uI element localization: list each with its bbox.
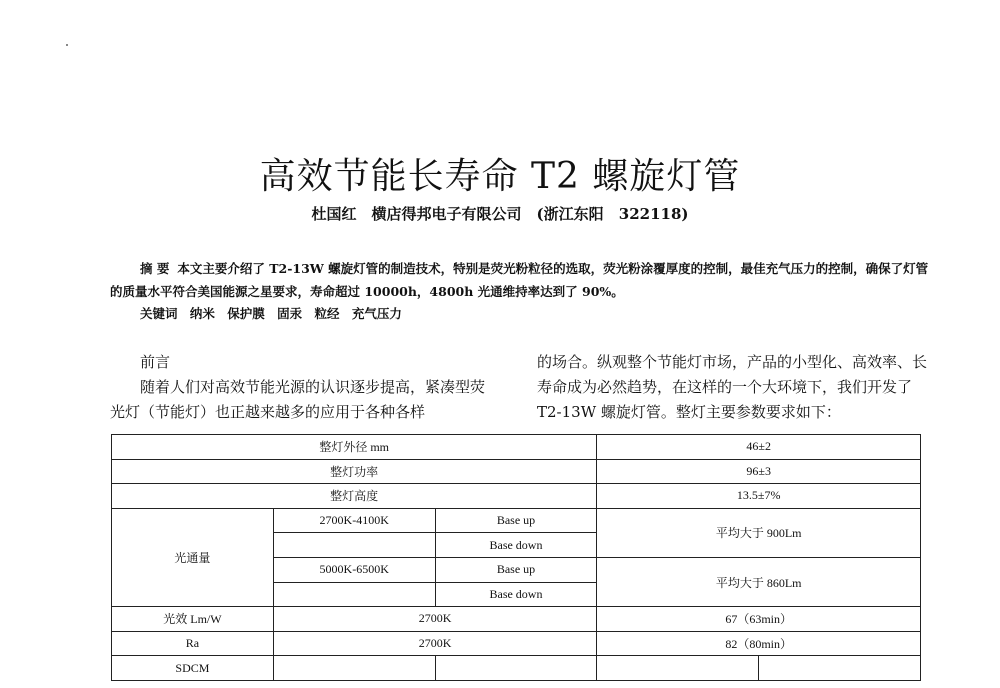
body-column-left — [110, 350, 495, 425]
page-title: 高效节能长寿命 T2 螺旋灯管 — [259, 156, 741, 197]
body-paragraph: 的场合。纵观整个节能灯市场，产品的小型化、高效率、长寿命成为必然趋势，在这样的一个大环境下，我们开发了 T2-13W 螺旋灯管。整灯主要参数要求如下： — [537, 353, 928, 421]
table-cell: Base down — [435, 582, 597, 607]
table-cell: 67（63min） — [597, 607, 921, 632]
body-column-right — [537, 350, 927, 425]
table-cell — [273, 533, 435, 558]
keyword: 粒经 — [314, 306, 340, 321]
table-cell: Base up — [435, 557, 597, 582]
table-cell: 2700K-4100K — [273, 508, 435, 533]
parameter-table — [111, 434, 921, 681]
table-cell: 整灯功率 — [112, 459, 597, 484]
keywords — [140, 304, 410, 322]
table-cell: 整灯外径 mm — [112, 435, 597, 460]
table-cell: 光通量 — [112, 508, 274, 606]
body-paragraph: 随着人们对高效节能光源的认识逐步提高，紧凑型荧光灯（节能灯）也正越来越多的应用于各种各样 — [110, 378, 486, 421]
table-row — [112, 607, 921, 632]
table-cell: SDCM — [112, 656, 274, 681]
table-row — [112, 484, 921, 509]
table-row — [112, 656, 921, 681]
table-cell: 光效 Lm/W — [112, 607, 274, 632]
table-cell: 46±2 — [597, 435, 921, 460]
table-cell: 13.5±7% — [597, 484, 921, 509]
keyword: 固汞 — [277, 306, 303, 321]
table-cell: 平均大于 900Lm — [597, 508, 921, 557]
table-cell: 2700K — [273, 631, 597, 656]
table-row — [112, 508, 921, 533]
table-row — [112, 459, 921, 484]
table-cell: Base up — [435, 508, 597, 533]
abstract-label: 摘 要 — [140, 261, 170, 276]
scan-speck — [66, 44, 68, 46]
table-row — [112, 631, 921, 656]
table-cell: 96±3 — [597, 459, 921, 484]
abstract-text: 本文主要介绍了 T2-13W 螺旋灯管的制造技术，特别是荧光粉粒径的选取，荧光粉涂覆厚度的控制，最佳充气压力的控制，确保了灯管的质量水平符合美国能源之星要求，寿命超过 10000h，4800h 光通维持率达到了 90%。 — [110, 261, 929, 299]
keywords-label: 关键词 — [140, 306, 178, 321]
table-cell: 平均大于 860Lm — [597, 557, 921, 606]
table-cell: 82（80min） — [597, 631, 921, 656]
table-cell: 5000K-6500K — [273, 557, 435, 582]
table-cell: 整灯高度 — [112, 484, 597, 509]
table-row — [112, 435, 921, 460]
section-heading: 前言 — [140, 353, 171, 371]
author-line: 杜国红 横店得邦电子有限公司 (浙江东阳 322118) — [311, 205, 689, 223]
abstract — [110, 257, 932, 303]
table-cell — [759, 656, 921, 681]
table-cell: Base down — [435, 533, 597, 558]
table-cell — [597, 656, 759, 681]
keyword: 保护膜 — [227, 306, 265, 321]
table-cell: Ra — [112, 631, 274, 656]
table-cell — [273, 582, 435, 607]
table-cell — [273, 656, 435, 681]
table-cell: 2700K — [273, 607, 597, 632]
keyword: 充气压力 — [351, 306, 402, 321]
keyword: 纳米 — [189, 306, 215, 321]
table-cell — [435, 656, 597, 681]
